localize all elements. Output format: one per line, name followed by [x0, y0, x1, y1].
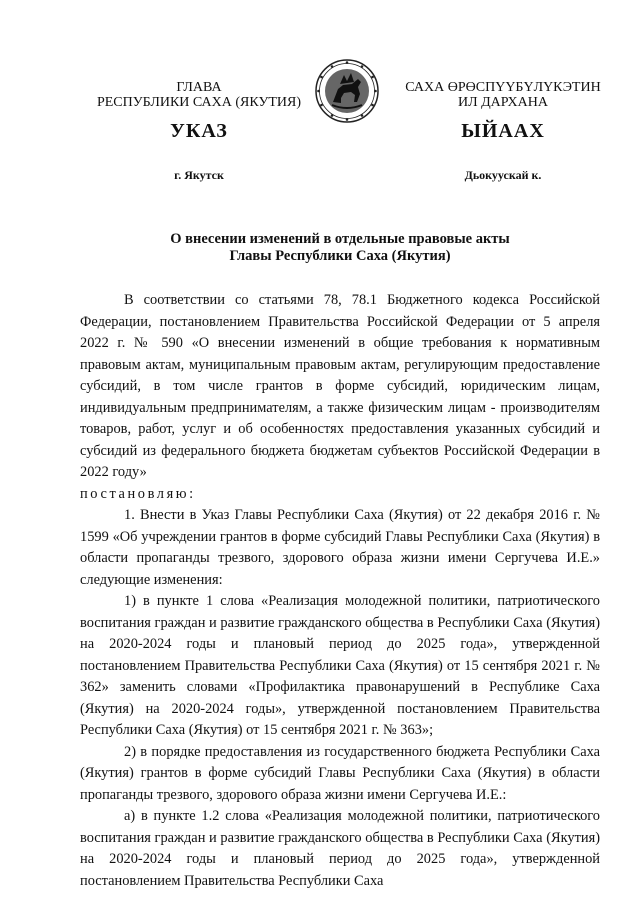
document-title-line1: О внесении изменений в отдельные правовые акты: [170, 231, 510, 247]
title-yiaakh: ЫЙААХ: [461, 120, 545, 142]
title-ukaz: УКАЗ: [170, 120, 228, 142]
paragraph-intro: В соответствии со статьями 78, 78.1 Бюджетного кодекса Российской Федерации, постановлением Правительства Российской Федерации от 5 апреля 2022 г. № 590 «О внесении изменений в общие требования к нормативным правовым актам, муниципальным правовым актам, регулирующим предоставление субсидий, в том числе грантов в форме субсидий, юридическим лицам, индивидуальным предпринимателям, а также физическим лицам - производителям товаров, работ, услуг и об особенностях предоставления указанных субсидий и субсидий из федерального бюджета бюджетам субъектов Российской Федерации в 2022 году»: [80, 292, 600, 480]
coat-of-arms-icon: [314, 58, 380, 124]
paragraph-item-1: 1. Внести в Указ Главы Республики Саха (Якутия) от 22 декабря 2016 г. № 1599 «Об учреждении грантов в форме субсидий Главы Республики Саха (Якутия) в области пропаганды трезвого, здорового образа жизни имени Сергучева И.Е.» следующие изменения:: [80, 507, 600, 588]
decree-word: постановляю:: [80, 485, 196, 502]
header-left: [88, 80, 310, 110]
document-title: [80, 231, 600, 265]
paragraph-item-1-1: 1) в пункте 1 слова «Реализация молодежной политики, патриотического воспитания граждан и развитие гражданского общества в Республики Саха (Якутия) на 2020-2024 годы и плановый период до 2025 года», утвержденной постановлением Правительства Республики Саха (Якутия) от 15 сентября 2021 г. № 362» заменить словами «Профилактика правонарушений в Республике Саха (Якутия) на 2020-2024 годы», утвержденной постановлением Правительства Республики Саха (Якутия) от 15 сентября 2021 г. № 363»;: [80, 593, 600, 738]
header-right: [393, 80, 613, 110]
header-left-line1: ГЛАВА: [176, 80, 222, 95]
city-right: Дьокуускай к.: [464, 168, 542, 182]
paragraph-item-1-2-a: а) в пункте 1.2 слова «Реализация молодежной политики, патриотического воспитания граждан и развитие гражданского общества в Республики Саха (Якутия) на 2020-2024 годы и плановый период до 2025 года», утвержденной постановлением Правительства Республики Саха: [80, 808, 600, 889]
header-right-line2: ИЛ ДАРХАНА: [457, 95, 548, 110]
paragraph-item-1-2: 2) в порядке предоставления из государственного бюджета Республики Саха (Якутия) грантов в форме субсидий Главы Республики Саха (Якутия) в области пропаганды трезвого, здорового образа жизни имени Сергучева И.Е.:: [80, 743, 600, 803]
header-right-line1: САХА ӨРӨСПҮҮБҮЛҮКЭТИН: [405, 80, 601, 95]
header-left-line2: РЕСПУБЛИКИ САХА (ЯКУТИЯ): [96, 95, 302, 110]
document-title-line2: Главы Республики Саха (Якутия): [229, 248, 451, 264]
city-left: г. Якутск: [174, 168, 224, 182]
document-body: [80, 290, 600, 892]
